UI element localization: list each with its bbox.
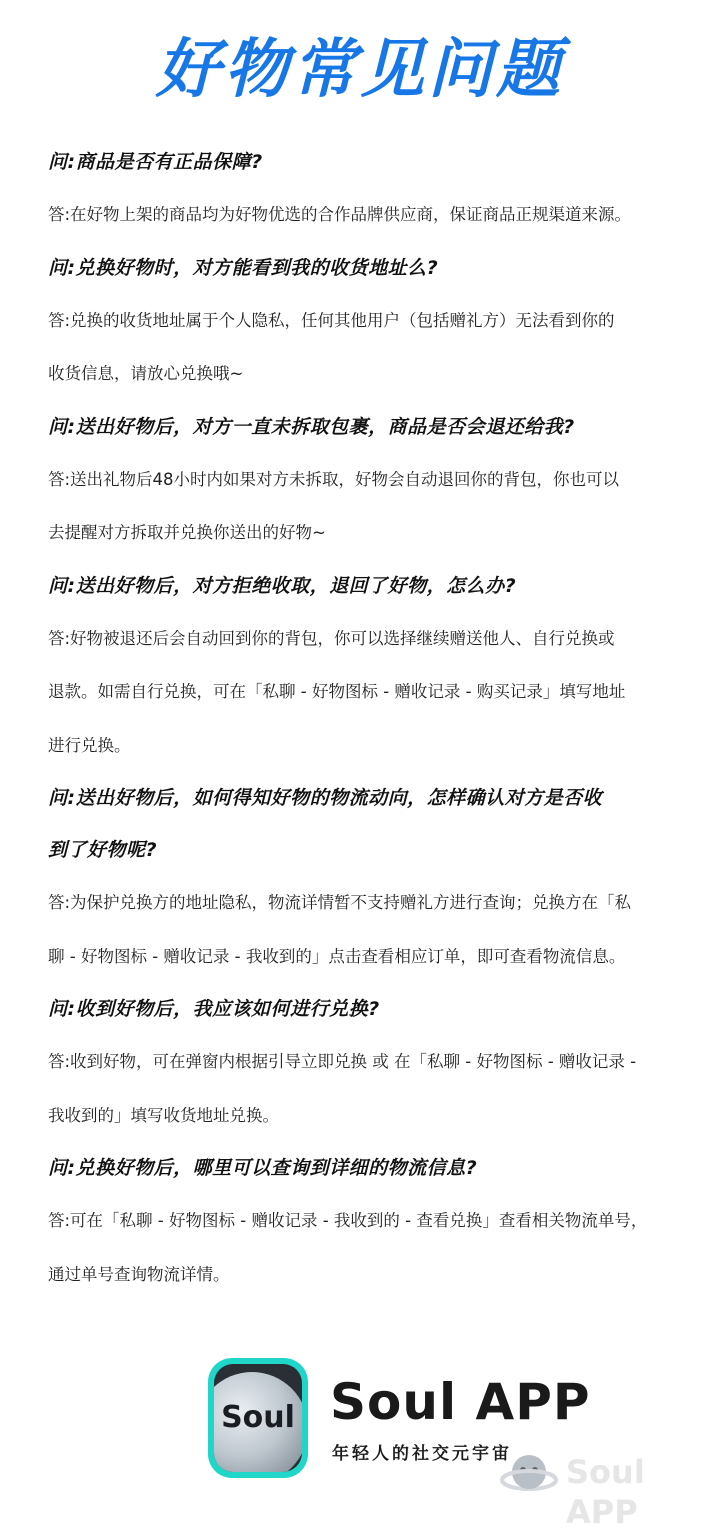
- faq-answer-line: 退款。如需自行兑换，可在「私聊 - 好物图标 - 赠收记录 - 购买记录」填写地址: [48, 682, 626, 701]
- faq-question: 问:送出好物后，如何得知好物的物流动向，怎样确认对方是否收: [48, 787, 603, 809]
- watermark-text: Soul APP: [566, 1453, 645, 1531]
- faq-question-continued: 到了好物呢?: [48, 839, 158, 861]
- faq-question: 问:送出好物后，对方拒绝收取，退回了好物，怎么办?: [48, 574, 517, 597]
- faq-answer-line: 进行兑换。: [48, 735, 131, 755]
- faq-question: 问:兑换好物时，对方能看到我的收货地址么?: [48, 256, 439, 279]
- faq-question: 问:商品是否有正品保障?: [48, 151, 263, 173]
- faq-answer-line: 答:好物被退还后会自动回到你的背包，你可以选择继续赠送他人、自行兑换或: [48, 628, 615, 648]
- faq-answer-line: 我收到的」填写收货地址兑换。: [48, 1105, 279, 1125]
- faq-question: 问:兑换好物后，哪里可以查询到详细的物流信息?: [48, 1157, 478, 1179]
- faq-answer-line: 聊 - 好物图标 - 赠收记录 - 我收到的」点击查看相应订单，即可查看物流信息。: [48, 946, 626, 966]
- faq-item: [48, 560, 678, 773]
- faq-question: 问:送出好物后，对方一直未拆取包裹，商品是否会退还给我?: [48, 415, 575, 438]
- brand-tagline: 年轻人的社交元宇宙: [332, 1444, 512, 1464]
- logo-text: Soul: [221, 1400, 295, 1435]
- faq-item: [48, 983, 678, 1142]
- brand-name: Soul APP: [330, 1373, 591, 1431]
- soul-app-logo-icon: [208, 1358, 308, 1478]
- faq-item: [48, 242, 678, 401]
- faq-answer-line: 答:在好物上架的商品均为好物优选的合作品牌供应商，保证商品正规渠道来源。: [48, 205, 632, 224]
- page-title: 好物常见问题: [156, 33, 564, 107]
- faq-answer-line: 答:为保护兑换方的地址隐私，物流详情暂不支持赠礼方进行查询；兑换方在「私: [48, 893, 632, 912]
- faq-answer-line: 去提醒对方拆取并兑换你送出的好物~: [48, 523, 326, 542]
- faq-question: 问:收到好物后，我应该如何进行兑换?: [48, 998, 380, 1020]
- faq-item: [48, 401, 678, 560]
- faq-list: [48, 136, 678, 1301]
- faq-answer-line: 收货信息，请放心兑换哦~: [48, 364, 244, 383]
- faq-answer-line: 答:可在「私聊 - 好物图标 - 赠收记录 - 我收到的 - 查看兑换」查看相关物流单号，: [48, 1211, 648, 1230]
- faq-answer-line: 答:兑换的收货地址属于个人隐私，任何其他用户（包括赠礼方）无法看到你的: [48, 310, 615, 330]
- faq-item: [48, 1142, 678, 1301]
- faq-answer-line: 通过单号查询物流详情。: [48, 1264, 230, 1284]
- faq-item: [48, 136, 678, 242]
- planet-mascot-icon: [500, 1450, 558, 1496]
- faq-answer-line: 答:送出礼物后48小时内如果对方未拆取，好物会自动退回你的背包，你也可以: [48, 469, 620, 489]
- faq-answer-line: 答:收到好物，可在弹窗内根据引导立即兑换 或 在「私聊 - 好物图标 - 赠收记录 -: [48, 1052, 637, 1071]
- faq-item: [48, 772, 678, 983]
